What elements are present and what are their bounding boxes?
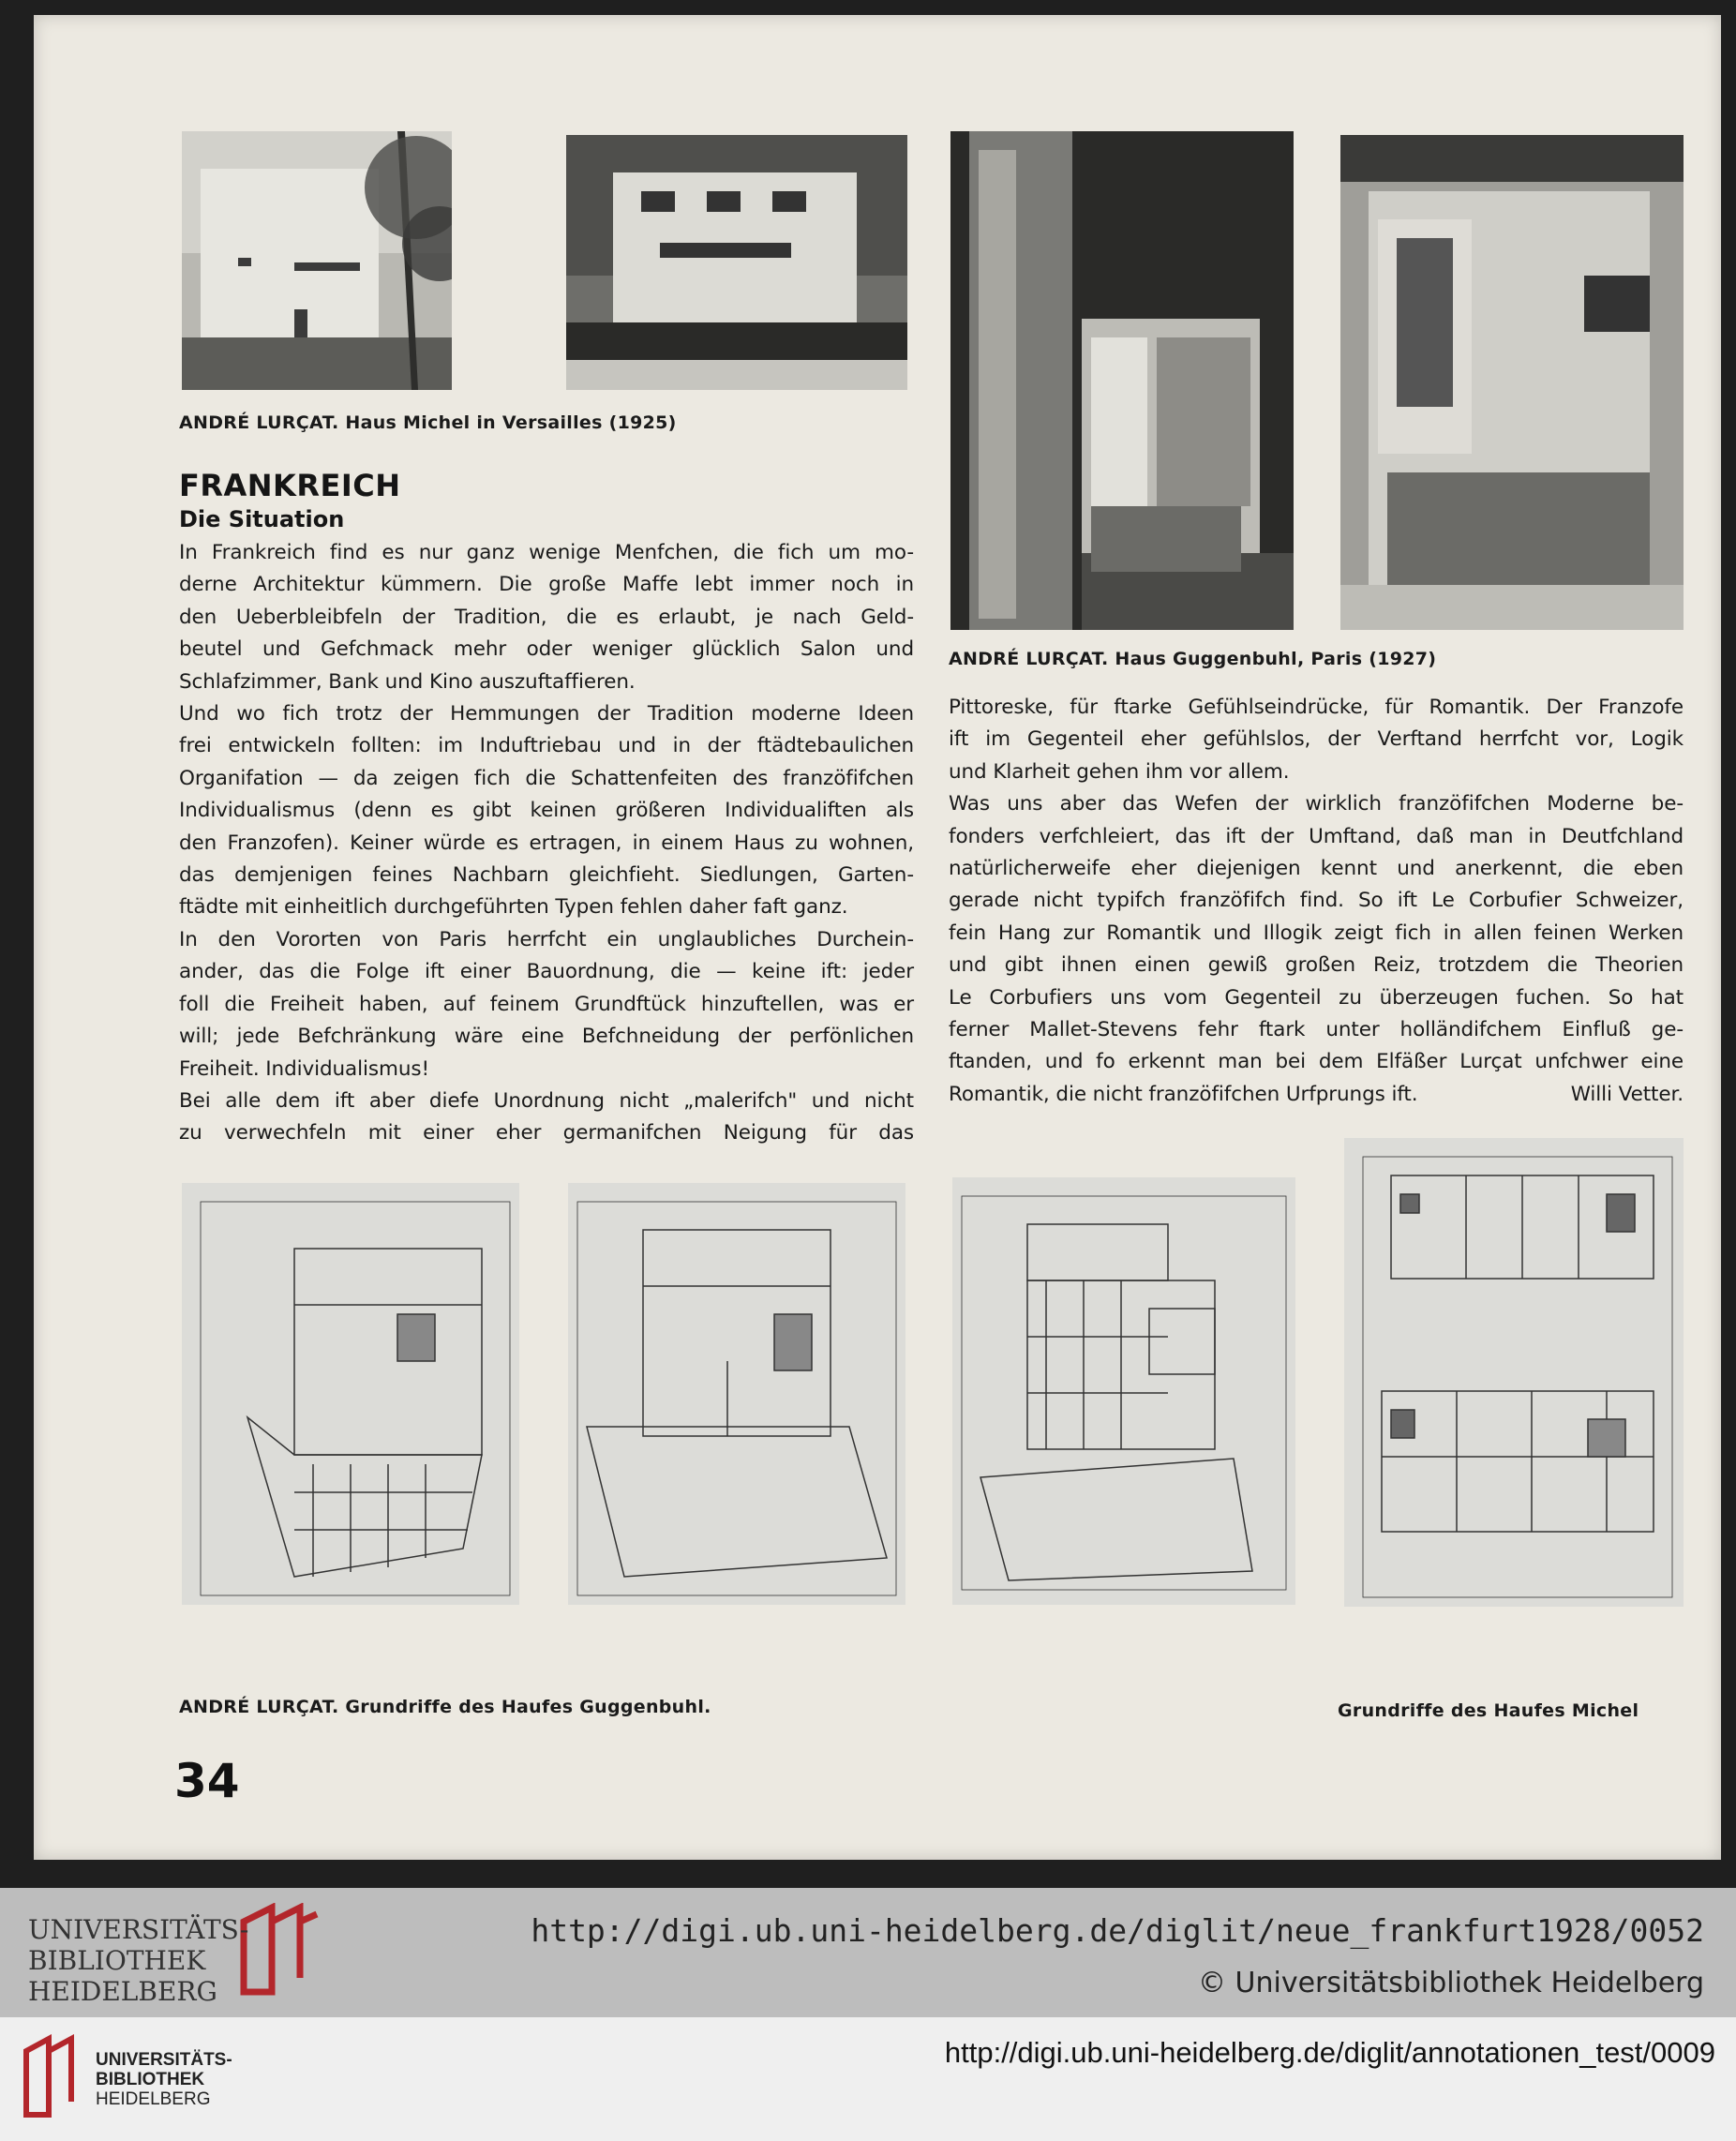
photo-haus-michel-front bbox=[182, 131, 452, 390]
library-name-small-line-2: BIBLIOTHEK bbox=[96, 2070, 205, 2089]
text-line: zu verwechfeln mit einer eher germanifchen Neigung für das bbox=[179, 1121, 914, 1145]
text-line: Bei alle dem ift aber diefe Unordnung nicht „malerifch" und nicht bbox=[179, 1088, 914, 1113]
text-line: beutel und Gefchmack mehr oder weniger glücklich Salon und bbox=[179, 637, 914, 662]
article-right-column bbox=[949, 692, 1684, 1111]
text-line: Und wo fich trotz der Hemmungen der Tradition moderne Ideen bbox=[179, 702, 914, 726]
copyright-text: © Universitätsbibliothek Heidelberg bbox=[1197, 1967, 1704, 1999]
magazine-page bbox=[34, 15, 1721, 1860]
text-line: Was uns aber das Wefen der wirklich franzöfifchen Moderne be- bbox=[949, 792, 1684, 816]
floorplan-guggenbuhl-terrace bbox=[952, 1177, 1295, 1605]
text-line: gerade nicht typifch franzöfifch find. So ift Le Corbufier Schweizer, bbox=[949, 889, 1684, 913]
photo-haus-guggenbuhl-interior bbox=[950, 131, 1294, 630]
text-line: natürlicherweife eher diejenigen kennt und anerkennt, die eben bbox=[949, 857, 1684, 881]
text-line: Schlafzimmer, Bank und Kino auszuftaffieren. bbox=[179, 669, 636, 694]
text-line: will; jede Befchränkung wäre eine Befchneidung der perfönlichen bbox=[179, 1025, 914, 1049]
library-logo-small-icon bbox=[19, 2034, 84, 2120]
text-line: den Ueberbleibfeln der Tradition, die es erlaubt, je nach Geld- bbox=[179, 605, 914, 629]
text-line: frei entwickeln follten: im Induftriebau und in der ftädtebaulichen bbox=[179, 734, 914, 758]
article-left-column bbox=[179, 537, 914, 1150]
caption-michel-plans: Grundriffe des Haufes Michel bbox=[1338, 1700, 1639, 1721]
text-line: fein Hang zur Romantik und Illogik zeigt fich in allen feinen Werken bbox=[949, 921, 1684, 945]
text-line: Le Corbufiers uns vom Gegenteil zu überzeugen fuchen. So hat bbox=[949, 985, 1684, 1010]
floorplan-guggenbuhl-first bbox=[568, 1183, 905, 1605]
text-line: derne Architektur kümmern. Die große Maffe lebt immer noch in bbox=[179, 573, 914, 597]
annotation-url-link[interactable]: http://digi.ub.uni-heidelberg.de/diglit/annotationen_test/0009 bbox=[944, 2036, 1715, 2069]
floorplan-guggenbuhl-ground bbox=[182, 1183, 519, 1605]
text-line: Freiheit. Individualismus! bbox=[179, 1056, 429, 1081]
library-name-line-2: BIBLIOTHEK bbox=[28, 1945, 206, 1976]
text-line: das demjenigen feines Nachbarn gleichfieht. Siedlungen, Garten- bbox=[179, 863, 914, 888]
text-line: ferner Mallet-Stevens fehr ftark unter holländifchem Einfluß ge- bbox=[949, 1018, 1684, 1042]
text-line: und gibt ihnen einen gewiß großen Reiz, trotzdem die Theorien bbox=[949, 953, 1684, 978]
text-line: ftanden, und fo erkennt man bei dem Elfäßer Lurçat unfchwer eine bbox=[949, 1050, 1684, 1074]
photo-haus-michel-street bbox=[566, 135, 907, 390]
caption-guggenbuhl-plans: ANDRÉ LURÇAT. Grundriffe des Haufes Guggenbuhl. bbox=[179, 1697, 711, 1717]
text-line: Pittoreske, für ftarke Gefühlseindrücke, für Romantik. Der Franzofe bbox=[949, 696, 1684, 719]
text-line: In Frankreich find es nur ganz wenige Menfchen, die fich um mo- bbox=[179, 541, 914, 564]
library-name-small-line-1: UNIVERSITÄTS- bbox=[96, 2050, 232, 2070]
library-name-line-3: HEIDELBERG bbox=[28, 1976, 217, 2007]
text-line: Organifation — da zeigen fich die Schattenfeiten des franzöfifchen bbox=[179, 766, 914, 790]
section-heading: FRANKREICH bbox=[179, 468, 401, 503]
text-line: und Klarheit gehen ihm vor allem. bbox=[949, 759, 1290, 784]
text-line: ander, das die Folge ift einer Bauordnung, die — keine ift: jeder bbox=[179, 960, 914, 984]
library-name-small bbox=[96, 2050, 232, 2109]
page-number: 34 bbox=[174, 1754, 240, 1808]
text-line: fonders verfchleiert, das ift der Umftand, daß man in Deutfchland bbox=[949, 824, 1684, 848]
photo-haus-guggenbuhl-exterior bbox=[1340, 135, 1684, 630]
text-line: In den Vororten von Paris herrfcht ein unglaubliches Durchein- bbox=[179, 927, 914, 951]
caption-haus-michel: ANDRÉ LURÇAT. Haus Michel in Versailles (1925) bbox=[179, 412, 677, 433]
floorplan-haus-michel bbox=[1344, 1138, 1684, 1607]
article-author: Willi Vetter. bbox=[1570, 1082, 1684, 1106]
library-name-line-1: UNIVERSITÄTS- bbox=[28, 1914, 249, 1945]
library-name-small-line-3: HEIDELBERG bbox=[96, 2089, 211, 2109]
caption-haus-guggenbuhl: ANDRÉ LURÇAT. Haus Guggenbuhl, Paris (1927) bbox=[949, 649, 1437, 669]
text-line: ftädte mit einheitlich durchgeführten Typen fehlen daher faft ganz. bbox=[179, 895, 848, 920]
source-url-link[interactable]: http://digi.ub.uni-heidelberg.de/diglit/neue_frankfurt1928/0052 bbox=[531, 1912, 1704, 1949]
library-name bbox=[28, 1914, 248, 2007]
text-line: den Franzofen). Keiner würde es ertragen, in einem Haus zu wohnen, bbox=[179, 831, 914, 855]
text-line: foll die Freiheit haben, auf feinem Grundftück hinzuftellen, was er bbox=[179, 992, 914, 1016]
text-line: Individualismus (denn es gibt keinen größeren Individualiften als bbox=[179, 799, 914, 823]
section-subheading: Die Situation bbox=[179, 506, 345, 532]
text-line: Romantik, die nicht franzöfifchen Urfprungs ift. Willi Vetter. bbox=[949, 1079, 1684, 1111]
text-line: ift im Gegenteil eher gefühlslos, der Verftand herrfcht vor, Logik bbox=[949, 727, 1684, 752]
